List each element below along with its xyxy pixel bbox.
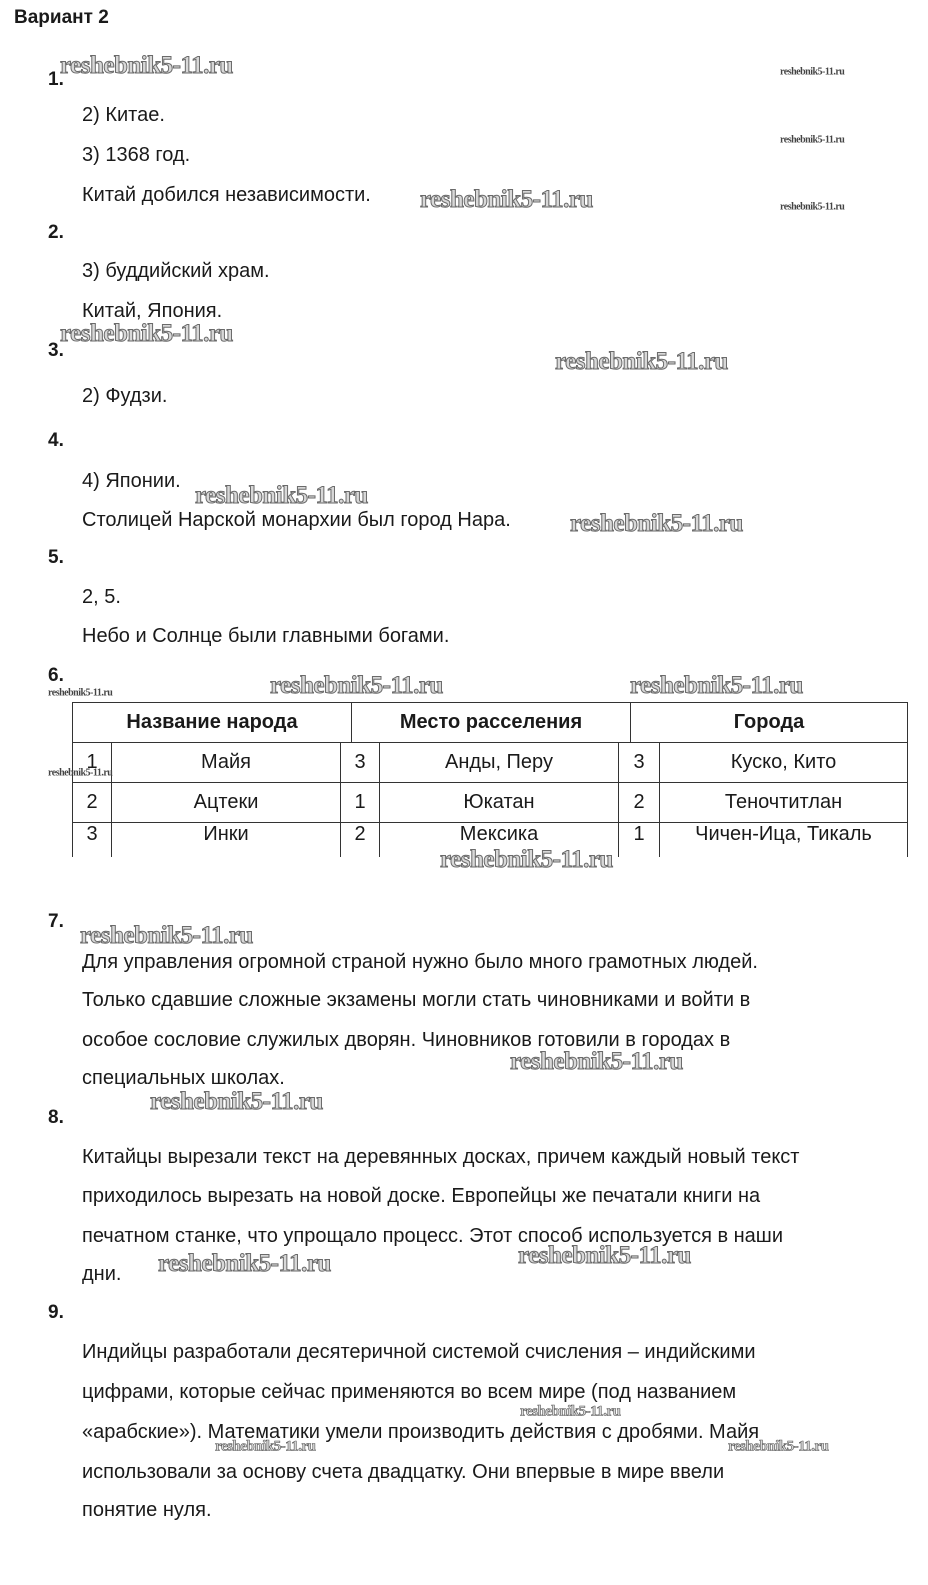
watermark: reshebnik5-11.ru [520,1403,621,1420]
table-cell: 2 [73,783,112,823]
answer-line: Для управления огромной страной нужно было много грамотных людей. [82,951,758,973]
table-header-row [73,703,908,743]
table-cell: 2 [619,783,660,823]
watermark: reshebnik5-11.ru [60,52,233,79]
answer-line: Небо и Солнце были главными богами. [82,625,450,647]
table-cell: Куско, Кито [660,743,908,783]
answer-line: печатном станке, что упрощало процесс. Этот способ используется в наши [82,1225,784,1247]
watermark: reshebnik5-11.ru [215,1438,316,1455]
table-cell: 3 [341,743,380,783]
watermark: reshebnik5-11.ru [510,1048,683,1075]
watermark: reshebnik5-11.ru [440,846,613,873]
matching-table-body [72,742,908,857]
watermark: reshebnik5-11.ru [195,482,368,509]
task-number: 8. [48,1107,64,1128]
answer-line: особое сословие служилых дворян. Чиновников готовили в городах в [82,1029,731,1051]
task-number: 7. [48,911,64,932]
answer-line: цифрами, которые сейчас применяются во всем мире (под названием [82,1381,737,1403]
answer-line: использовали за основу счета двадцатку. Они впервые в мире ввели [82,1461,725,1483]
column-header: Города [631,703,908,743]
answer-line: Китайцы вырезали текст на деревянных досках, причем каждый новый текст [82,1146,800,1168]
table-cell: Инки [112,823,341,858]
watermark: reshebnik5-11.ru [158,1250,331,1277]
watermark: reshebnik5-11.ru [48,767,113,779]
table-cell: Юкатан [380,783,619,823]
task-number: 2. [48,222,64,243]
task-number: 3. [48,340,64,361]
answer-line: 2, 5. [82,586,121,608]
watermark: reshebnik5-11.ru [48,687,113,699]
table-row [73,783,908,823]
task-number: 9. [48,1302,64,1323]
answer-line: приходилось вырезать на новой доске. Европейцы же печатали книги на [82,1185,761,1207]
watermark: reshebnik5-11.ru [420,186,593,213]
watermark: reshebnik5-11.ru [570,510,743,537]
answer-line: Китай, Япония. [82,300,223,322]
answer-line: Индийцы разработали десятеричной системой счисления – индийскими [82,1341,756,1363]
watermark: reshebnik5-11.ru [60,320,233,347]
answer-line: дни. [82,1263,122,1285]
page-title: Вариант 2 [14,7,109,28]
table-cell: 1 [341,783,380,823]
table-cell: Ацтеки [112,783,341,823]
table-cell: Анды, Перу [380,743,619,783]
watermark: reshebnik5-11.ru [780,201,845,213]
matching-table [72,702,908,743]
answer-line: 2) Фудзи. [82,385,168,407]
table-cell: Теночтитлан [660,783,908,823]
table-cell: 2 [341,823,380,858]
watermark: reshebnik5-11.ru [780,134,845,146]
watermark: reshebnik5-11.ru [630,672,803,699]
watermark: reshebnik5-11.ru [728,1438,829,1455]
table-cell: 1 [619,823,660,858]
table-cell: Чичен-Ица, Тикаль [660,823,908,858]
answer-line: 3) 1368 год. [82,144,191,166]
table-cell: 1 [73,743,112,783]
answer-line: «арабские»). Математики умели производить действия с дробями. Майя [82,1421,760,1443]
column-header: Название народа [73,703,352,743]
watermark: reshebnik5-11.ru [270,672,443,699]
watermark: reshebnik5-11.ru [555,348,728,375]
task-number: 6. [48,665,64,686]
watermark: reshebnik5-11.ru [518,1242,691,1269]
watermark: reshebnik5-11.ru [780,66,845,78]
table-cell: 3 [619,743,660,783]
table-cell: 3 [73,823,112,858]
table-cell: Мексика [380,823,619,858]
answer-line: 2) Китае. [82,104,165,126]
task-number: 5. [48,547,64,568]
task-number: 1. [48,69,64,90]
watermark: reshebnik5-11.ru [150,1088,323,1115]
answer-line: Только сдавшие сложные экзамены могли стать чиновниками и войти в [82,989,751,1011]
table-cell: Майя [112,743,341,783]
column-header: Место расселения [352,703,631,743]
answer-line: 3) буддийский храм. [82,260,270,282]
watermark: reshebnik5-11.ru [80,922,253,949]
answer-line: специальных школах. [82,1067,285,1089]
answer-line: 4) Японии. [82,470,181,492]
table-row [73,743,908,783]
task-number: 4. [48,430,64,451]
answer-line: Китай добился независимости. [82,184,371,206]
answer-line: Столицей Нарской монархии был город Нара. [82,509,511,531]
answer-line: понятие нуля. [82,1499,212,1521]
